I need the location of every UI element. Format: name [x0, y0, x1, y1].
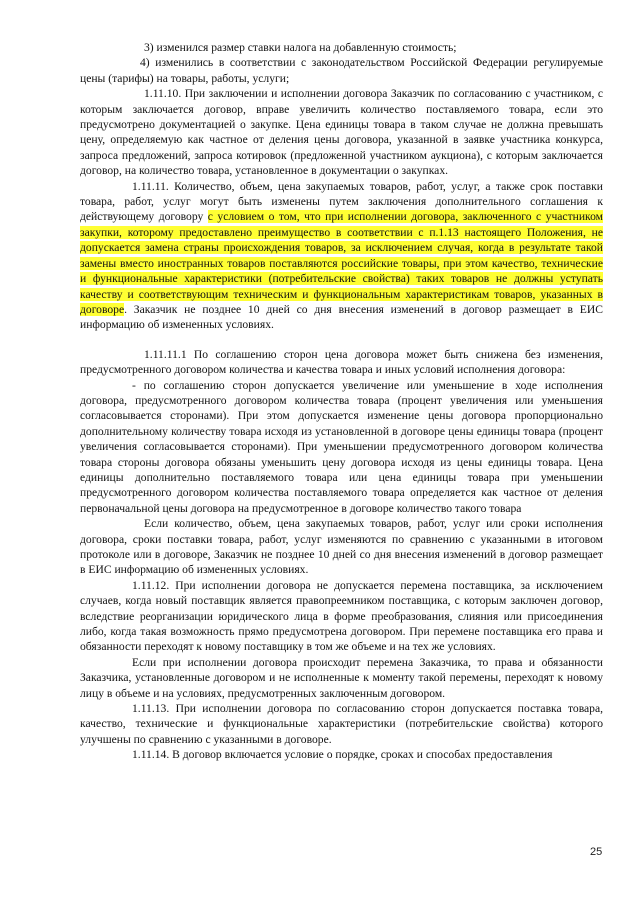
paragraph-1-11-13: 1.11.13. При исполнении договора по согласованию сторон допускается поставка товара, качество, технические и функциональные характеристики (потребительские свойства) которого улучшены по сравнению с указанными в договоре.	[80, 702, 603, 746]
paragraph-if-quantity-changed: Если количество, объем, цена закупаемых товаров, работ, услуг или сроки исполнения договора, сроки поставки товара, работ, услуг изменяются по сравнению с указанными в итоговом протоколе или в договоре, Заказчик не позднее 10 дней со дня внесения изменений в договор размещает в ЕИС информацию об измененных условиях.	[80, 517, 603, 577]
paragraph-1-11-10: 1.11.10. При заключении и исполнении договора Заказчик по согласованию с участником, с которым заключается договор, вправе увеличить количество поставляемого товара, если это предусмотрено документацией о закупке. Цена единицы товара в таком случае не должна превышать цену, определяемую как частное от деления цены договора, указанной в заявке участника конкурса, запроса предложений, запроса котировок (предложенной участником аукциона), с которым заключается договор, на количество товара, установленное в документации о закупках.	[80, 87, 603, 178]
paragraph-dash-item: - по соглашению сторон допускается увеличение или уменьшение в ходе исполнения договора, предусмотренного договором количества товара (процент увеличения или уменьшения согласовывается сторонами). При этом допускается изменение цены договора пропорционально дополнительному количеству товара исходя из установленной в договоре цены единицы товара (процент увеличения согласовывается сторонами). При уменьшении предусмотренного договором количества товара стороны договора обязаны уменьшить цену договора исходя из цены единицы товара. Цена единицы дополнительно поставляемого товара или цена единицы товара при уменьшении предусмотренного договором количества поставляемого товара определяется как частное от деления первоначальной цены договора на предусмотренное в договоре количество такого товара	[80, 378, 603, 515]
page-number: 25	[590, 846, 603, 858]
paragraph-1-11-11-start: 1.11.11. Количество, объем, цена закупаемых товаров, работ, услуг, а также срок поставки товара, работ, услуг могут быть изменены путем заключения дополнительного соглашения к действующему договору	[80, 179, 603, 224]
highlighted-text: с условием о том, что при исполнении договора, заключенного с участником закупки, которому предоставлено преимущество в соответствии с п.1.13 настоящего Положения, не допускается замена страны происхождения товаров, за исключением случая, когда в результате такой замены вместо иностранных товаров поставляются российские товары, при этом качество, технические и функциональные характеристики (потребительские свойства) таких товаров не должны уступать качеству и соответствующим техническим и функциональным характеристикам товаров, указанных в договоре	[80, 210, 603, 316]
list-item-3: 3) изменился размер ставки налога на добавленную стоимость;	[144, 41, 457, 54]
paragraph-if-customer-changed: Если при исполнении договора происходит перемена Заказчика, то права и обязанности Заказчика, установленные договором и не исполненные к моменту такой перемены, переходят к новому лицу в объеме и на условиях, предусмотренных заключенным договором.	[80, 655, 603, 700]
paragraph-1-11-12: 1.11.12. При исполнении договора не допускается перемена поставщика, за исключением случаев, когда новый поставщик является правопреемником поставщика, с которым заключен договор, вследствие реорганизации юридического лица в форме преобразования, слияния или присоединения либо, когда такая возможность прямо предусмотрена договором. При перемене поставщика его права и обязанности переходят к новому поставщику в том же объеме и на тех же условиях.	[80, 578, 603, 654]
paragraph-1-11-11	[80, 179, 603, 333]
paragraph-1-11-11-end: . Заказчик не позднее 10 дней со дня внесения изменений в договор размещает в ЕИС информацию об измененных условиях.	[80, 302, 603, 332]
paragraph-1-11-11-1: 1.11.11.1 По соглашению сторон цена договора может быть снижена без изменения, предусмотренного договором количества и качества товара и иных условий исполнения договора:	[80, 347, 603, 377]
paragraph-1-11-14: 1.11.14. В договор включается условие о порядке, сроках и способах предоставления	[132, 748, 553, 762]
list-item-4: 4) изменились в соответствии с законодательством Российской Федерации регулируемые цены (тарифы) на товары, работы, услуги;	[80, 56, 603, 85]
